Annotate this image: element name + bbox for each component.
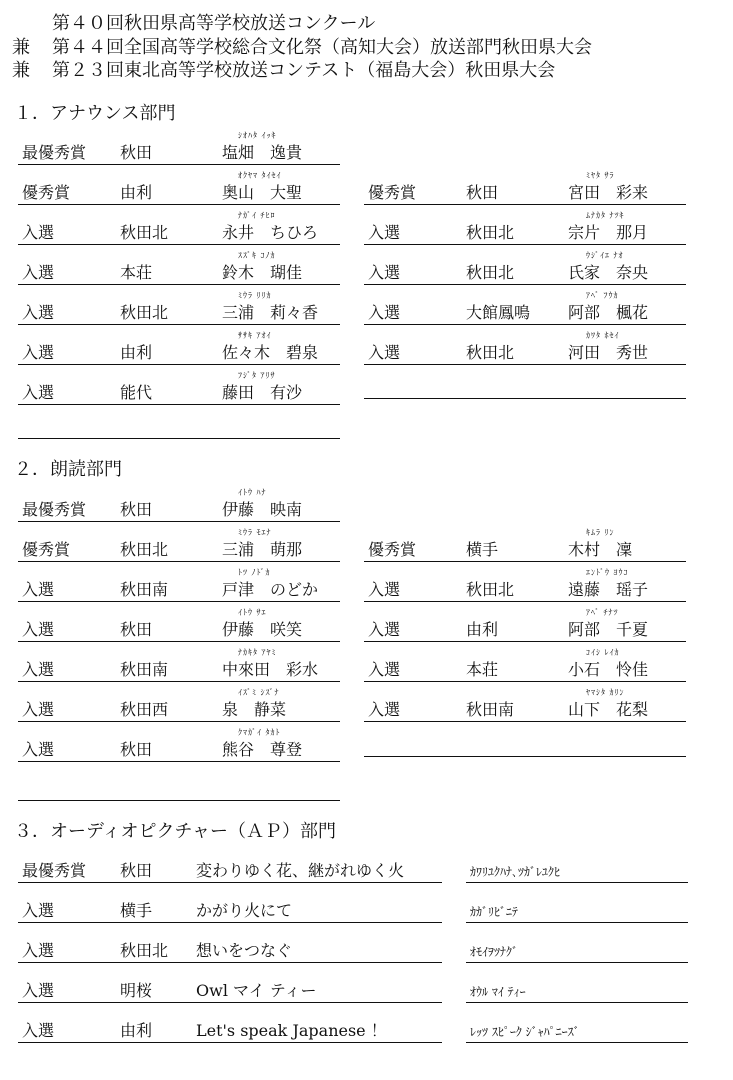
name-reading: ﾐﾔﾀ ｻﾗ (586, 171, 615, 180)
award-label: 入選 (22, 383, 55, 402)
school-name: 秋田北 (466, 343, 515, 362)
award-label: 入選 (22, 620, 55, 639)
name-reading: ﾐｳﾗ ﾓｴﾅ (238, 528, 272, 537)
school-name: 由利 (120, 343, 153, 362)
school-name: 本荘 (120, 263, 153, 282)
row-rule (364, 721, 686, 722)
award-label: 優秀賞 (22, 540, 71, 559)
award-label: 入選 (22, 700, 55, 719)
work-title-kana: ｶﾜﾘﾕｸﾊﾅ､ﾂｶﾞﾚﾕｸﾋ (470, 865, 561, 879)
section-title-ap: ３．オーディオピクチャー（ＡＰ）部門 (14, 821, 337, 842)
name-reading: ｼｵﾊﾀ ｲｯｷ (238, 131, 277, 140)
row-rule (18, 1002, 442, 1003)
school-name: 横手 (466, 540, 499, 559)
work-title-kana: ﾚｯﾂ ｽﾋﾟｰｸ ｼﾞｬﾊﾟﾆｰｽﾞ (470, 1025, 580, 1039)
student-name: 三浦 莉々香 (222, 303, 319, 322)
row-rule (364, 364, 686, 365)
student-name: 泉 静菜 (222, 700, 287, 719)
work-title: Owl マイ ティー (196, 981, 317, 1000)
name-reading: ｷﾑﾗ ﾘﾝ (586, 528, 615, 537)
name-reading: ｲｽﾞﾐ ｼｽﾞﾅ (238, 688, 280, 697)
school-name: 秋田 (466, 183, 499, 202)
row-rule (18, 404, 340, 405)
name-reading: ﾄﾂ ﾉﾄﾞｶ (238, 568, 271, 577)
row-rule (466, 1002, 688, 1003)
row-rule (18, 1042, 442, 1043)
award-label: 入選 (368, 700, 401, 719)
blank-line (18, 438, 340, 439)
award-label: 入選 (22, 223, 55, 242)
section-title-announce: １．アナウンス部門 (14, 103, 176, 124)
school-name: 秋田北 (120, 303, 169, 322)
award-label: 優秀賞 (368, 540, 417, 559)
award-label: 最優秀賞 (22, 861, 87, 880)
award-label: 入選 (22, 660, 55, 679)
award-label: 入選 (22, 343, 55, 362)
work-title: 想いをつなぐ (196, 941, 293, 960)
student-name: 佐々木 碧泉 (222, 343, 319, 362)
student-name: 木村 凜 (568, 540, 633, 559)
name-reading: ｺｲｼ ﾚｲｶ (586, 648, 620, 657)
award-label: 優秀賞 (22, 183, 71, 202)
student-name: 鈴木 瑚佳 (222, 263, 303, 282)
blank-line (18, 800, 340, 801)
work-title-kana: ｵｳﾙ ﾏｲ ﾃｨｰ (470, 985, 526, 999)
name-reading: ｳｼﾞｲｴ ﾅｵ (586, 251, 624, 260)
work-title: Let's speak Japanese ！ (196, 1021, 387, 1040)
row-rule (18, 561, 340, 562)
name-reading: ﾐｳﾗ ﾘﾘｶ (238, 291, 272, 300)
name-reading: ｻｻｷ ｱｵｲ (238, 331, 272, 340)
row-rule (466, 922, 688, 923)
school-name: 秋田北 (466, 223, 515, 242)
student-name: 宮田 彩来 (568, 183, 649, 202)
work-title-kana: ｵﾓｲｦﾂﾅｸﾞ (470, 945, 519, 959)
row-rule (18, 681, 340, 682)
row-rule (364, 204, 686, 205)
row-rule (364, 681, 686, 682)
row-rule (364, 284, 686, 285)
award-label: 入選 (22, 981, 55, 1000)
name-reading: ｱﾍﾞ ﾁﾅﾂ (586, 608, 619, 617)
award-label: 入選 (368, 580, 401, 599)
row-rule (18, 521, 340, 522)
school-name: 秋田西 (120, 700, 169, 719)
row-rule (18, 882, 442, 883)
school-name: 由利 (120, 183, 153, 202)
school-name: 秋田南 (466, 700, 515, 719)
award-label: 入選 (368, 343, 401, 362)
title-prefix-1: 兼 (12, 37, 30, 58)
name-reading: ｲﾄｳ ｻｴ (238, 608, 267, 617)
award-label: 入選 (22, 303, 55, 322)
award-label: 入選 (22, 740, 55, 759)
row-rule (364, 601, 686, 602)
student-name: 小石 怜佳 (568, 660, 649, 679)
student-name: 阿部 千夏 (568, 620, 649, 639)
student-name: 河田 秀世 (568, 343, 649, 362)
name-reading: ｽｽﾞｷ ｺﾉｶ (238, 251, 276, 260)
row-rule (18, 761, 340, 762)
row-rule (364, 641, 686, 642)
student-name: 阿部 楓花 (568, 303, 649, 322)
student-name: 山下 花梨 (568, 700, 649, 719)
school-name: 由利 (120, 1021, 153, 1040)
student-name: 奥山 大聖 (222, 183, 303, 202)
student-name: 永井 ちひろ (222, 223, 319, 242)
blank-line (364, 398, 686, 399)
name-reading: ﾅｶｷﾀ ｱﾔﾐ (238, 648, 277, 657)
name-reading: ｶﾜﾀ ﾎｾｲ (586, 331, 620, 340)
award-label: 入選 (368, 660, 401, 679)
row-rule (18, 601, 340, 602)
work-title: かがり火にて (196, 901, 293, 920)
row-rule (18, 641, 340, 642)
award-label: 入選 (22, 580, 55, 599)
student-name: 藤田 有沙 (222, 383, 303, 402)
award-label: 優秀賞 (368, 183, 417, 202)
school-name: 秋田南 (120, 580, 169, 599)
school-name: 能代 (120, 383, 153, 402)
name-reading: ｴﾝﾄﾞｳ ﾖｳｺ (586, 568, 629, 577)
school-name: 秋田北 (120, 941, 169, 960)
student-name: 氏家 奈央 (568, 263, 649, 282)
award-label: 入選 (368, 303, 401, 322)
student-name: 宗片 那月 (568, 223, 649, 242)
award-label: 入選 (368, 620, 401, 639)
award-label: 入選 (22, 263, 55, 282)
award-label: 入選 (368, 223, 401, 242)
school-name: 秋田南 (120, 660, 169, 679)
student-name: 三浦 萌那 (222, 540, 303, 559)
school-name: 秋田 (120, 143, 153, 162)
work-title-kana: ｶｶﾞﾘﾋﾞﾆﾃ (470, 905, 519, 919)
school-name: 秋田北 (120, 223, 169, 242)
title-line-3: 第２３回東北高等学校放送コンテスト（福島大会）秋田県大会 (52, 60, 556, 81)
row-rule (466, 882, 688, 883)
school-name: 秋田北 (466, 263, 515, 282)
school-name: 大館鳳鳴 (466, 303, 531, 322)
student-name: 中來田 彩水 (222, 660, 319, 679)
row-rule (364, 561, 686, 562)
row-rule (18, 962, 442, 963)
name-reading: ﾑﾅｶﾀ ﾅﾂｷ (586, 211, 625, 220)
title-line-2: 第４４回全国高等学校総合文化祭（高知大会）放送部門秋田県大会 (52, 37, 592, 58)
school-name: 秋田 (120, 861, 153, 880)
award-label: 最優秀賞 (22, 143, 87, 162)
school-name: 秋田 (120, 620, 153, 639)
row-rule (466, 962, 688, 963)
row-rule (18, 284, 340, 285)
work-title: 変わりゆく花、継がれゆく火 (196, 861, 405, 880)
award-label: 入選 (22, 941, 55, 960)
student-name: 遠藤 瑶子 (568, 580, 649, 599)
student-name: 伊藤 咲笑 (222, 620, 303, 639)
title-line-1: 第４０回秋田県高等学校放送コンクール (52, 13, 376, 34)
school-name: 本荘 (466, 660, 499, 679)
school-name: 由利 (466, 620, 499, 639)
row-rule (364, 244, 686, 245)
row-rule (364, 324, 686, 325)
award-label: 最優秀賞 (22, 500, 87, 519)
school-name: 横手 (120, 901, 153, 920)
student-name: 塩畑 逸貴 (222, 143, 303, 162)
row-rule (18, 244, 340, 245)
row-rule (18, 324, 340, 325)
name-reading: ｸﾏｶﾞｲ ﾀｶﾄ (238, 728, 281, 737)
row-rule (18, 922, 442, 923)
school-name: 秋田北 (466, 580, 515, 599)
section-title-reading: ２．朗読部門 (14, 459, 122, 480)
name-reading: ﾅｶﾞｲ ﾁﾋﾛ (238, 211, 276, 220)
student-name: 熊谷 尊登 (222, 740, 303, 759)
blank-line (364, 756, 686, 757)
award-label: 入選 (22, 1021, 55, 1040)
student-name: 戸津 のどか (222, 580, 319, 599)
school-name: 秋田 (120, 740, 153, 759)
award-label: 入選 (368, 263, 401, 282)
award-label: 入選 (22, 901, 55, 920)
row-rule (18, 364, 340, 365)
name-reading: ﾔﾏｼﾀ ｶﾘﾝ (586, 688, 625, 697)
title-prefix-2: 兼 (12, 60, 30, 81)
school-name: 秋田北 (120, 540, 169, 559)
school-name: 明桜 (120, 981, 153, 1000)
row-rule (18, 204, 340, 205)
row-rule (18, 164, 340, 165)
name-reading: ｲﾄｳ ﾊﾅ (238, 488, 267, 497)
name-reading: ｵｸﾔﾏ ﾀｲｾｲ (238, 171, 282, 180)
row-rule (466, 1042, 688, 1043)
row-rule (18, 721, 340, 722)
name-reading: ﾌｼﾞﾀ ｱﾘｻ (238, 371, 276, 380)
student-name: 伊藤 映南 (222, 500, 303, 519)
school-name: 秋田 (120, 500, 153, 519)
name-reading: ｱﾍﾞ ﾌｳｶ (586, 291, 619, 300)
